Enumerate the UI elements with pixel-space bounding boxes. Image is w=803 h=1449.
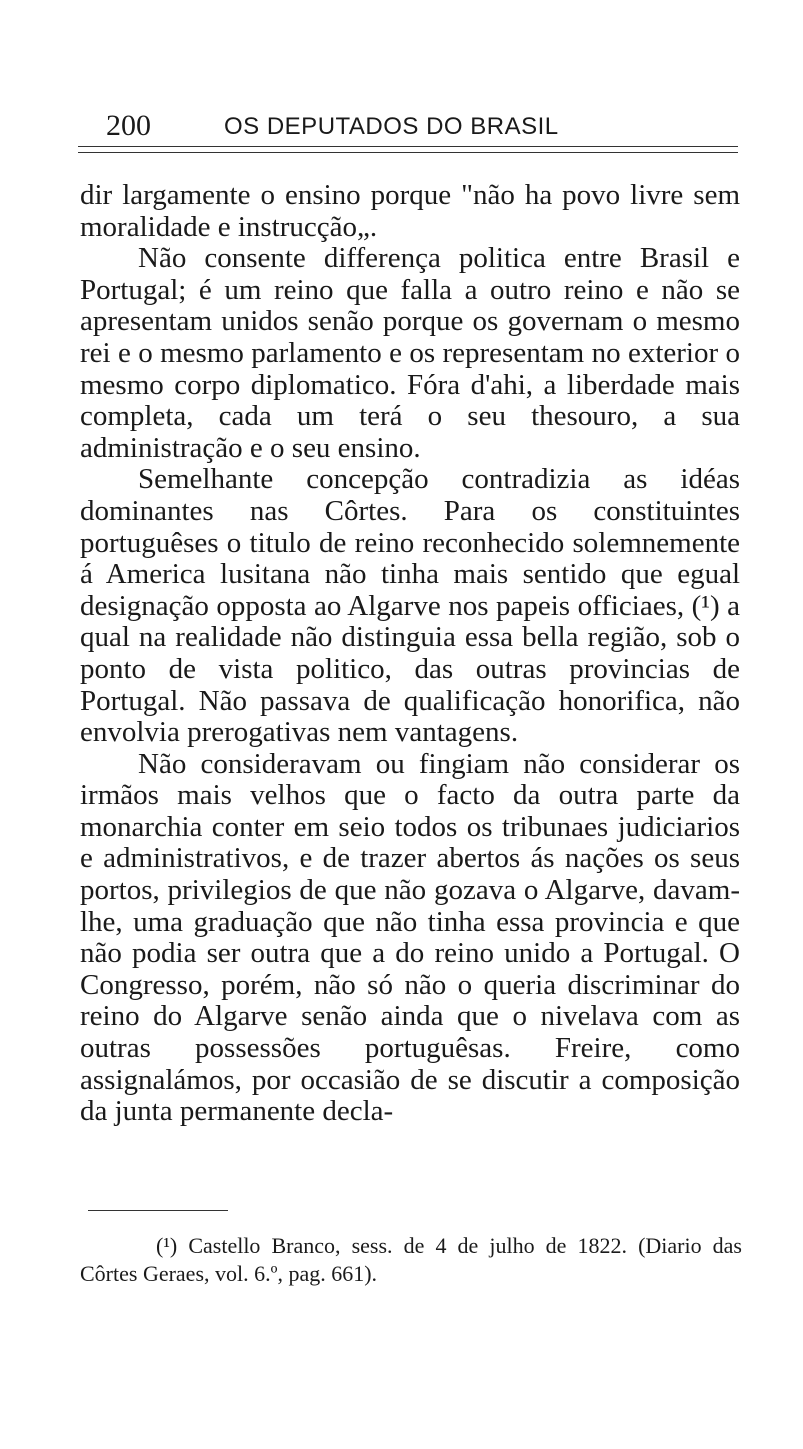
- header-rule: [78, 146, 738, 153]
- page-header: [106, 108, 740, 148]
- paragraph: Não consideravam ou fingiam não considerar os irmãos mais velhos que o facto da outra parte da monarchia conter em seio todos os tribunaes judiciarios e administrativos, e de trazer abertos ás nações os seus portos, privilegios de que não gozava o Algarve, davam-lhe, uma graduação que não tinha essa provincia e que não podia ser outra que a do reino unido a Portugal. O Congresso, porém, não só não o queria discriminar do reino do Algarve senão ainda que o nivelava com as outras possessões portuguêsas. Freire, como assignalámos, por occasião de se discutir a composição da junta permanente decla-: [80, 747, 740, 1128]
- paragraph-continued: dir largamente o ensino porque "não ha povo livre sem moralidade e instrucção„.: [80, 179, 740, 243]
- page-number: 200: [106, 109, 151, 142]
- body-text: [80, 180, 740, 1128]
- footnote-rule: [88, 1210, 228, 1211]
- running-title: OS DEPUTADOS DO BRASIL: [224, 113, 559, 140]
- footnote: [80, 1232, 742, 1288]
- footnote-text: Castello Branco, sess. de 4 de julho de 1822. (Diario das Côrtes Geraes, vol. 6.º, pag. 661).: [80, 1233, 742, 1286]
- footnotes: [80, 1232, 742, 1288]
- paragraph: Semelhante concepção contradizia as idéas dominantes nas Côrtes. Para os constituintes portuguêses o titulo de reino reconhecido solemnemente á America lusitana não tinha mais sentido que egual designação opposta ao Algarve nos papeis officiaes, (¹) a qual na realidade não distinguia essa bella região, sob o ponto de vista politico, das outras provincias de Portugal. Não passava de qualificação honorifica, não envolvia prerogativas nem vantagens.: [80, 463, 740, 749]
- footnote-marker: (¹): [156, 1233, 178, 1258]
- paragraph: Não consente differença politica entre Brasil e Portugal; é um reino que falla a outro reino e não se apresentam unidos senão porque os governam o mesmo rei e o mesmo parlamento e os representam no exterior o mesmo corpo diplomatico. Fóra d'ahi, a liberdade mais completa, cada um terá o seu thesouro, a sua administração e o seu ensino.: [80, 242, 740, 464]
